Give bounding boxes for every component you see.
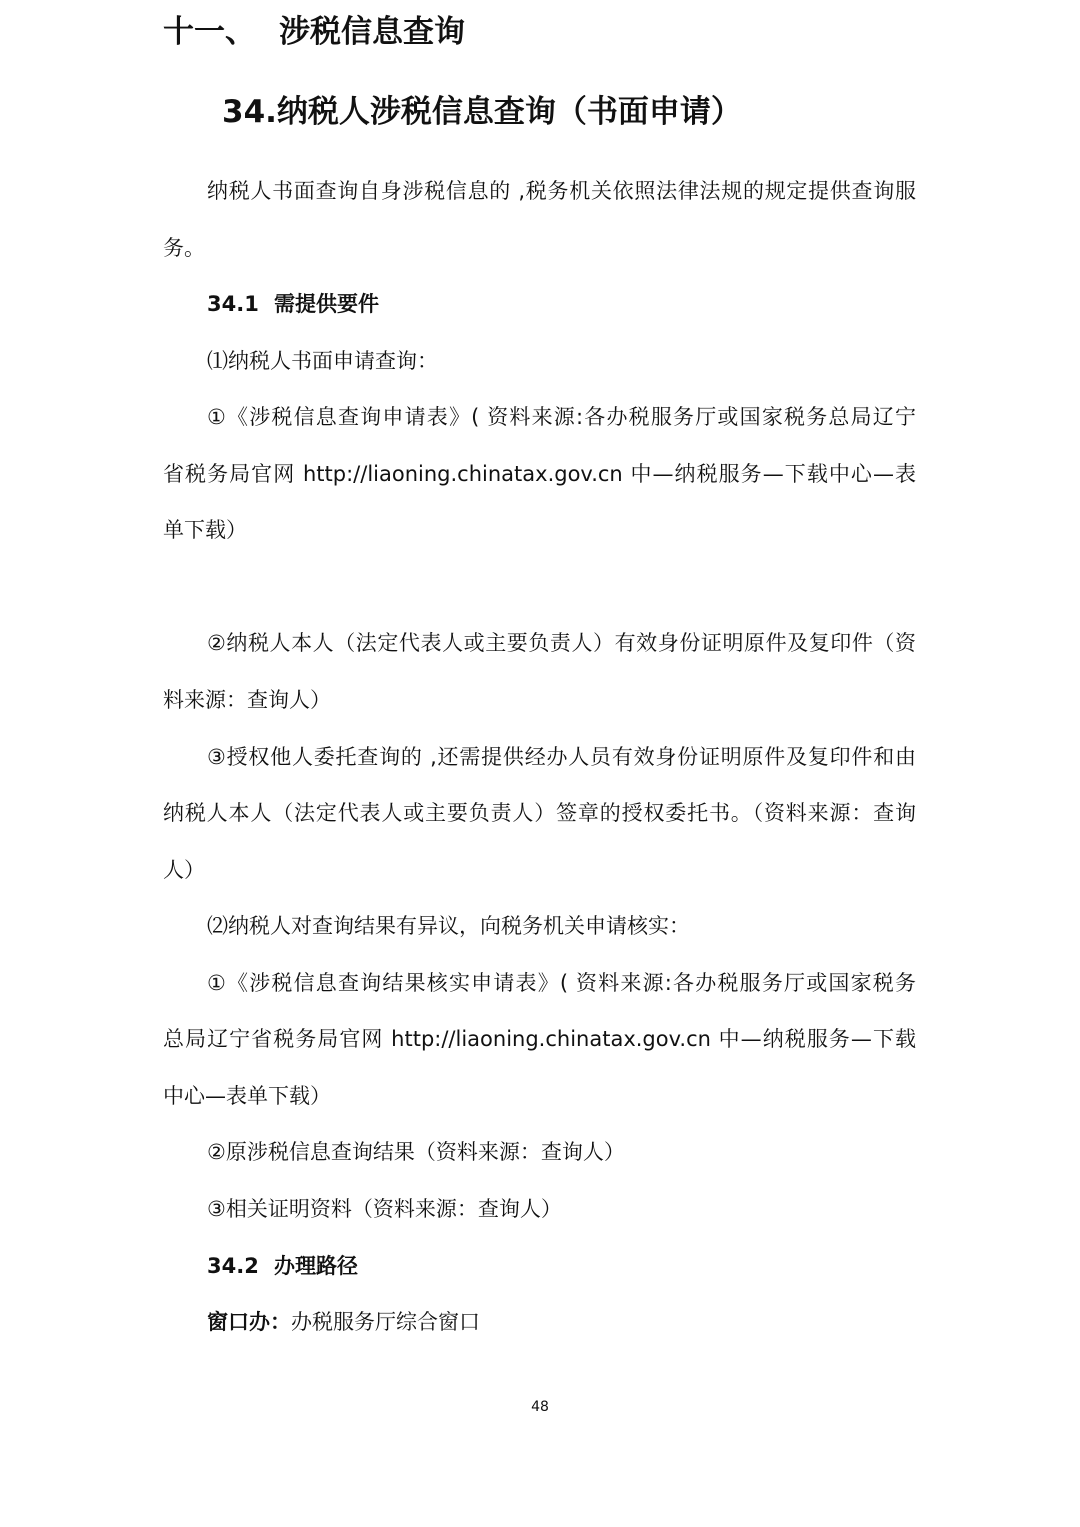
item2-1-line-2: 总局辽宁省税务局官网 http://liaoning.chinatax.gov.cn 中—纳税服务—下载 xyxy=(163,1027,916,1051)
item1-2-line-1: ②纳税人本人（法定代表人或主要负责人）有效身份证明原件及复印件（资 xyxy=(207,631,916,655)
subsection-number: 34.1 xyxy=(207,292,259,316)
part2-heading: ⑵纳税人对查询结果有异议，向税务机关申请核实： xyxy=(207,914,690,938)
item2-1-line-1: ①《涉税信息查询结果核实申请表》( 资料来源:各办税服务厅或国家税务 xyxy=(207,971,916,995)
subsection-title: 办理路径 xyxy=(274,1254,358,1278)
chapter-number: 十一、 xyxy=(163,14,256,50)
part1-heading: ⑴纳税人书面申请查询： xyxy=(207,349,438,373)
item1-2-line-2: 料来源：查询人） xyxy=(163,688,331,712)
chapter-title: 涉税信息查询 xyxy=(279,14,465,50)
item1-1-line-3: 单下载） xyxy=(163,518,247,542)
window-value: 办税服务厅综合窗口 xyxy=(291,1310,480,1334)
page-number: 48 xyxy=(531,1399,549,1415)
subsection-number: 34.2 xyxy=(207,1254,259,1278)
item1-1-line-2: 省税务局官网 http://liaoning.chinatax.gov.cn 中—纳税服务—下载中心—表 xyxy=(163,462,916,486)
section-title: 34.纳税人涉税信息查询（书面申请） xyxy=(222,94,742,130)
item1-3-line-1: ③授权他人委托查询的 ,还需提供经办人员有效身份证明原件及复印件和由 xyxy=(207,745,916,769)
intro-line-2: 务。 xyxy=(163,236,205,260)
window-line xyxy=(207,1307,480,1337)
subsection-title: 需提供要件 xyxy=(274,292,379,316)
item1-3-line-3: 人） xyxy=(163,858,205,882)
window-label: 窗口办： xyxy=(207,1310,291,1334)
subsection-34-1 xyxy=(207,289,379,319)
item1-1-line-1: ①《涉税信息查询申请表》( 资料来源:各办税服务厅或国家税务总局辽宁 xyxy=(207,405,916,429)
item1-3-line-2: 纳税人本人（法定代表人或主要负责人）签章的授权委托书。（资料来源：查询 xyxy=(163,801,916,825)
item2-2: ②原涉税信息查询结果（资料来源：查询人） xyxy=(207,1140,625,1164)
chapter-heading xyxy=(163,12,465,52)
item2-3: ③相关证明资料（资料来源：查询人） xyxy=(207,1197,562,1221)
subsection-34-2 xyxy=(207,1251,358,1281)
intro-line-1: 纳税人书面查询自身涉税信息的 ,税务机关依照法律法规的规定提供查询服 xyxy=(207,179,916,203)
item2-1-line-3: 中心—表单下载） xyxy=(163,1084,331,1108)
